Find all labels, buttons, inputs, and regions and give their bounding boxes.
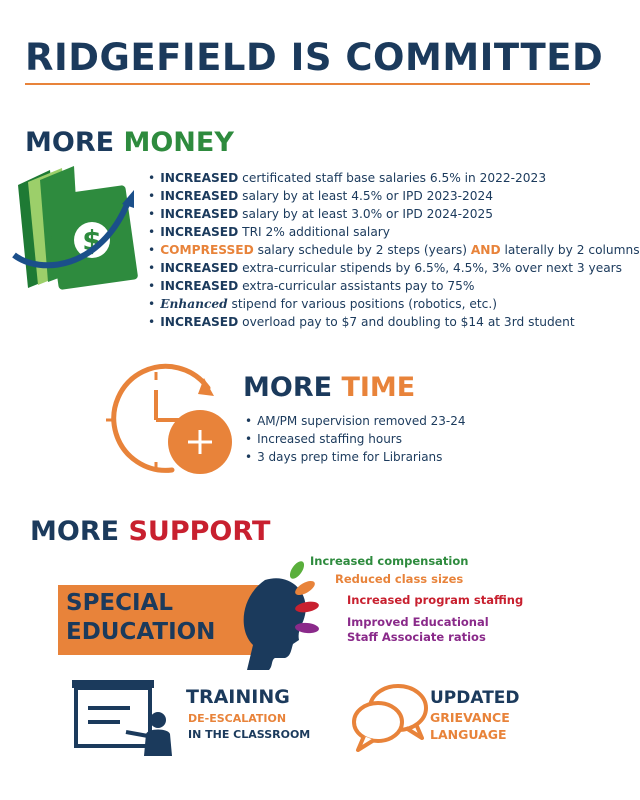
support-item-program-staffing: Increased program staffing: [347, 593, 524, 607]
special-education-label: SPECIAL EDUCATION: [66, 590, 216, 645]
money-heading: [25, 127, 234, 158]
support-item-compensation: Increased compensation: [310, 554, 469, 568]
money-heading-money: MONEY: [123, 127, 234, 158]
support-item-educational: Improved Educational: [347, 615, 489, 629]
support-item-class-sizes: Reduced class sizes: [335, 572, 464, 586]
time-heading-time: TIME: [341, 372, 416, 403]
grievance-title: UPDATED: [430, 688, 520, 708]
list-item: • Enhanced stipend for various positions (robotics, etc.): [148, 295, 640, 313]
list-item: • INCREASED salary by at least 4.5% or IPD 2023-2024: [148, 187, 640, 205]
support-heading-support: SUPPORT: [128, 516, 271, 547]
support-item-staff-ratios: Staff Associate ratios: [347, 630, 486, 644]
training-line1: DE-ESCALATION: [188, 712, 287, 725]
presentation-icon: [70, 678, 185, 768]
money-list: [148, 169, 640, 331]
plus-icon: [168, 410, 232, 474]
clock-icon: [100, 358, 240, 488]
list-item: • INCREASED salary by at least 3.0% or IPD 2024-2025: [148, 205, 640, 223]
grievance-line2: LANGUAGE: [430, 727, 507, 742]
list-item: • Increased staffing hours: [245, 430, 466, 448]
handprint-icon: [283, 558, 323, 638]
grievance-line1: GRIEVANCE: [430, 710, 510, 725]
page-title: RIDGEFIELD IS COMMITTED: [25, 36, 604, 79]
list-item: • INCREASED TRI 2% additional salary: [148, 223, 640, 241]
title-divider: [25, 83, 590, 85]
list-item: • 3 days prep time for Librarians: [245, 448, 466, 466]
training-title: TRAINING: [186, 686, 290, 708]
training-line2: IN THE CLASSROOM: [188, 728, 311, 741]
list-item: • INCREASED extra-curricular assistants pay to 75%: [148, 277, 640, 295]
time-heading-more: MORE: [243, 372, 333, 403]
money-icon: [10, 160, 145, 295]
time-heading: [243, 372, 415, 403]
support-heading: [30, 516, 270, 547]
speech-bubble-icon: [350, 678, 430, 758]
support-heading-more: MORE: [30, 516, 120, 547]
money-heading-more: MORE: [25, 127, 115, 158]
list-item: • INCREASED extra-curricular stipends by 6.5%, 4.5%, 3% over next 3 years: [148, 259, 640, 277]
time-list: [245, 412, 466, 466]
list-item: • COMPRESSED salary schedule by 2 steps (years) AND laterally by 2 columns: [148, 241, 640, 259]
list-item: • INCREASED overload pay to $7 and doubling to $14 at 3rd student: [148, 313, 640, 331]
svg-text:$: $: [82, 224, 102, 257]
list-item: • AM/PM supervision removed 23-24: [245, 412, 466, 430]
list-item: • INCREASED certificated staff base salaries 6.5% in 2022-2023: [148, 169, 640, 187]
